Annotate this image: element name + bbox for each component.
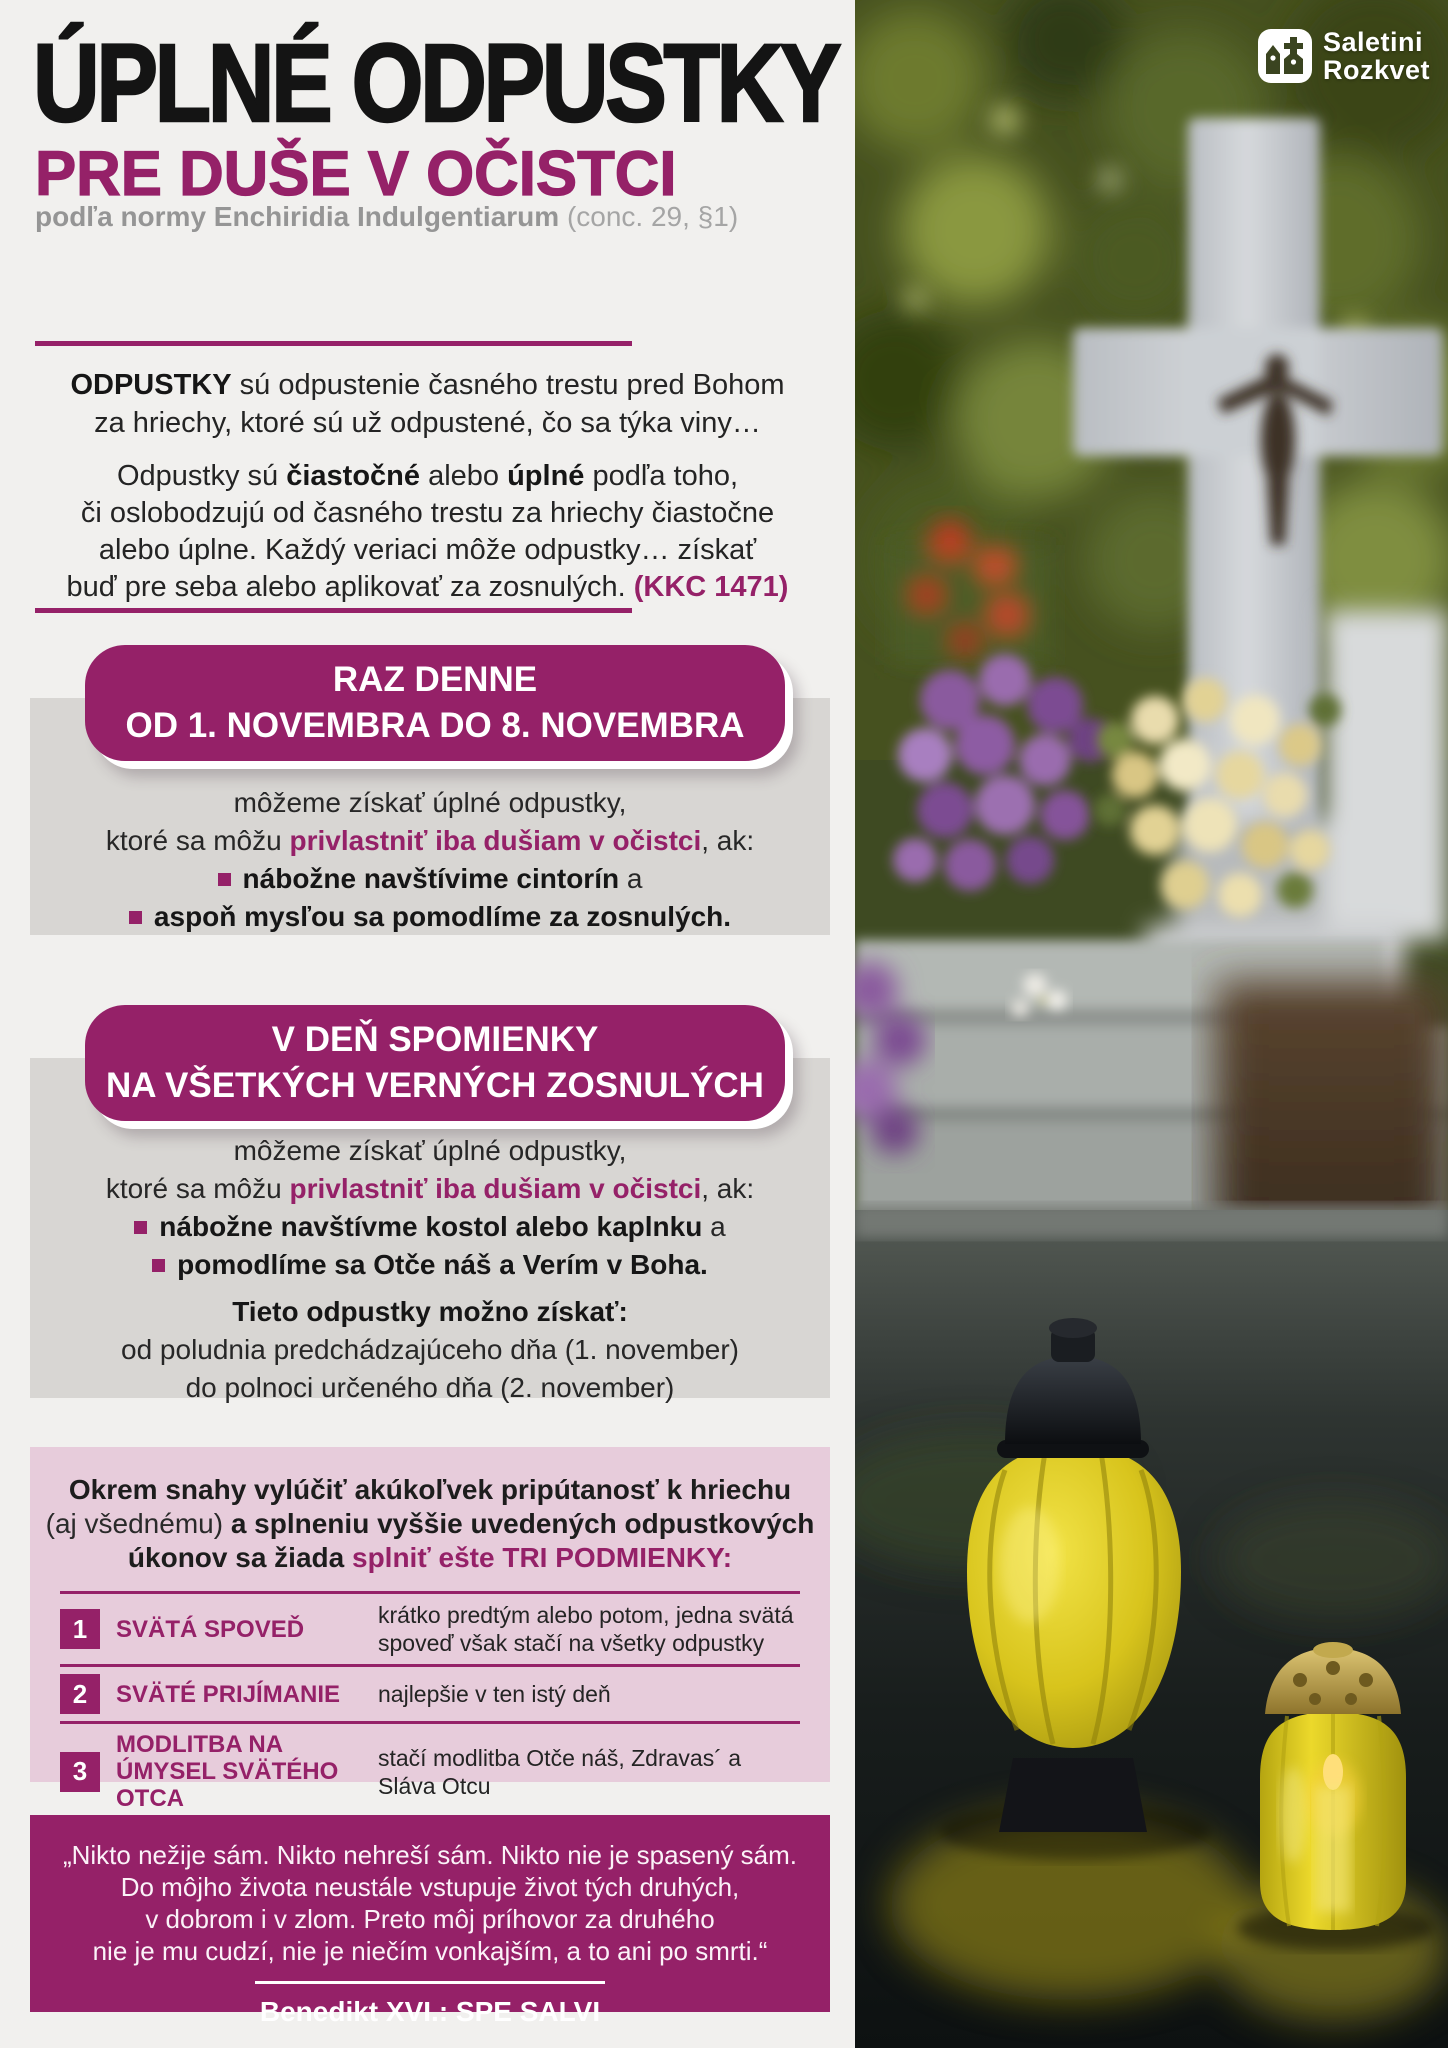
condition-row-2: 2 SVÄTÉ PRIJÍMANIE najlepšie v ten istý deň (60, 1664, 800, 1721)
logo-text (1323, 28, 1430, 84)
logo-line1: Saletini (1322, 27, 1423, 57)
bullet-square-icon (152, 1259, 165, 1272)
conditions-heading: Okrem snahy vylúčiť akúkoľvek pripútanosť k hriechu (aj všednému) a splneniu vyššie uvedených odpustkových úkonov sa žiada splniť ešte TRI PODMIENKY: (45, 1474, 815, 1573)
section2-line2: ktoré sa môžu privlastniť iba dušiam v očistci, ak: (105, 1173, 755, 1204)
section1-bullet2: aspoň mysľou sa pomodlíme za zosnulých. (30, 898, 830, 936)
note-line2: do polnoci určeného dňa (2. november) (185, 1372, 675, 1403)
intro-paragraph-1 (0, 366, 855, 442)
cemetery-photo-art (855, 0, 1448, 2048)
conditions-table (60, 1591, 800, 1822)
banner2-line2: NA VŠETKÝCH VERNÝCH ZOSNULÝCH (106, 1066, 764, 1105)
section1-line2: ktoré sa môžu privlastniť iba dušiam v očistci, ak: (105, 825, 755, 856)
intro-p2-line3: alebo úplne. Každý veriaci môže odpustky… získať (98, 534, 757, 566)
condition-number-badge: 3 (60, 1752, 100, 1792)
page-subtitle-magenta: PRE DUŠE V OČISTCI (35, 139, 677, 209)
quote-line3: v dobrom i v zlom. Preto môj príhovor za druhého (145, 1904, 715, 1934)
quote-attribution: Benedikt XVI.: SPE SALVI (259, 1996, 601, 2027)
saletini-rozkvet-logo (1257, 28, 1430, 84)
intro-paragraph-2 (0, 458, 855, 606)
note-line1: od poludnia predchádzajúceho dňa (1. november) (121, 1334, 739, 1365)
section2-bullet2: pomodlíme sa Otče náš a Verím v Boha. (30, 1246, 830, 1284)
intro-p1-line1 (0, 366, 855, 404)
quote-line1: „Nikto nežije sám. Nikto nehreší sám. Nikto nie je spasený sám. (62, 1840, 798, 1870)
kkc-reference: (KKC 1471) (633, 571, 789, 603)
intro-p1-lead: ODPUSTKY (70, 369, 232, 401)
bullet-square-icon (134, 1221, 147, 1234)
intro-p2-line2: či oslobodzujú od časného trestu za hriechy čiastočne (80, 497, 775, 529)
note-title: Tieto odpustky možno získať: (232, 1296, 628, 1327)
condition-row-3: 3 MODLITBA NA ÚMYSEL SVÄTÉHO OTCA stačí modlitba Otče náš, Zdravas´ a Sláva Otcu (60, 1721, 800, 1822)
divider-middle (35, 608, 632, 613)
banner-v-den-spomienky (85, 1005, 785, 1121)
quote-line4: nie je mu cudzí, nie je niečím vonkajším, a to ani po smrti.“ (92, 1936, 768, 1966)
quote-box (30, 1815, 830, 2027)
three-conditions-box (30, 1447, 830, 1812)
section2-line1: môžeme získať úplné odpustky, (233, 1135, 627, 1166)
quote-line2: Do môjho života neustále vstupuje život tých druhých, (120, 1872, 740, 1902)
section1-bullet1: nábožne navštívime cintorín a (30, 860, 830, 898)
norm-reference (35, 201, 738, 233)
banner1-line2: OD 1. NOVEMBRA DO 8. NOVEMBRA (125, 706, 745, 745)
section1-line1: môžeme získať úplné odpustky, (233, 787, 627, 818)
condition-number-badge: 1 (60, 1609, 100, 1649)
banner-raz-denne (85, 645, 785, 761)
bullet-square-icon (218, 873, 231, 886)
cemetery-photo (855, 0, 1448, 2048)
intro-p1-rest: sú odpustenie časného trestu pred Bohom (231, 369, 785, 401)
norm-reference-light: (conc. 29, §1) (559, 201, 739, 232)
banner1-line1: RAZ DENNE (332, 660, 538, 699)
logo-line2: Rozkvet (1322, 55, 1430, 85)
church-logo-icon (1257, 28, 1313, 84)
intro-p1-line2: za hriechy, ktoré sú už odpustené, čo sa týka viny… (94, 407, 761, 439)
section2-bullet1: nábožne navštívme kostol alebo kaplnku a (30, 1208, 830, 1246)
condition-number-badge: 2 (60, 1674, 100, 1714)
norm-reference-bold: podľa normy Enchiridia Indulgentiarum (35, 201, 560, 232)
banner2-line1: V DEŇ SPOMIENKY (271, 1020, 599, 1059)
bullet-square-icon (129, 911, 142, 924)
divider-top (35, 341, 632, 346)
page-title: ÚPLNÉ ODPUSTKY (33, 22, 839, 145)
intro-p2-line4: buď pre seba alebo aplikovať za zosnulých. (KKC 1471) (66, 571, 789, 603)
intro-p2-line1: Odpustky sú čiastočné alebo úplné podľa toho, (116, 460, 739, 492)
quote-divider (255, 1981, 605, 1984)
condition-row-1: 1 SVÄTÁ SPOVEĎ krátko predtým alebo potom, jedna svätá spoveď však stačí na všetky odpustky (60, 1591, 800, 1664)
